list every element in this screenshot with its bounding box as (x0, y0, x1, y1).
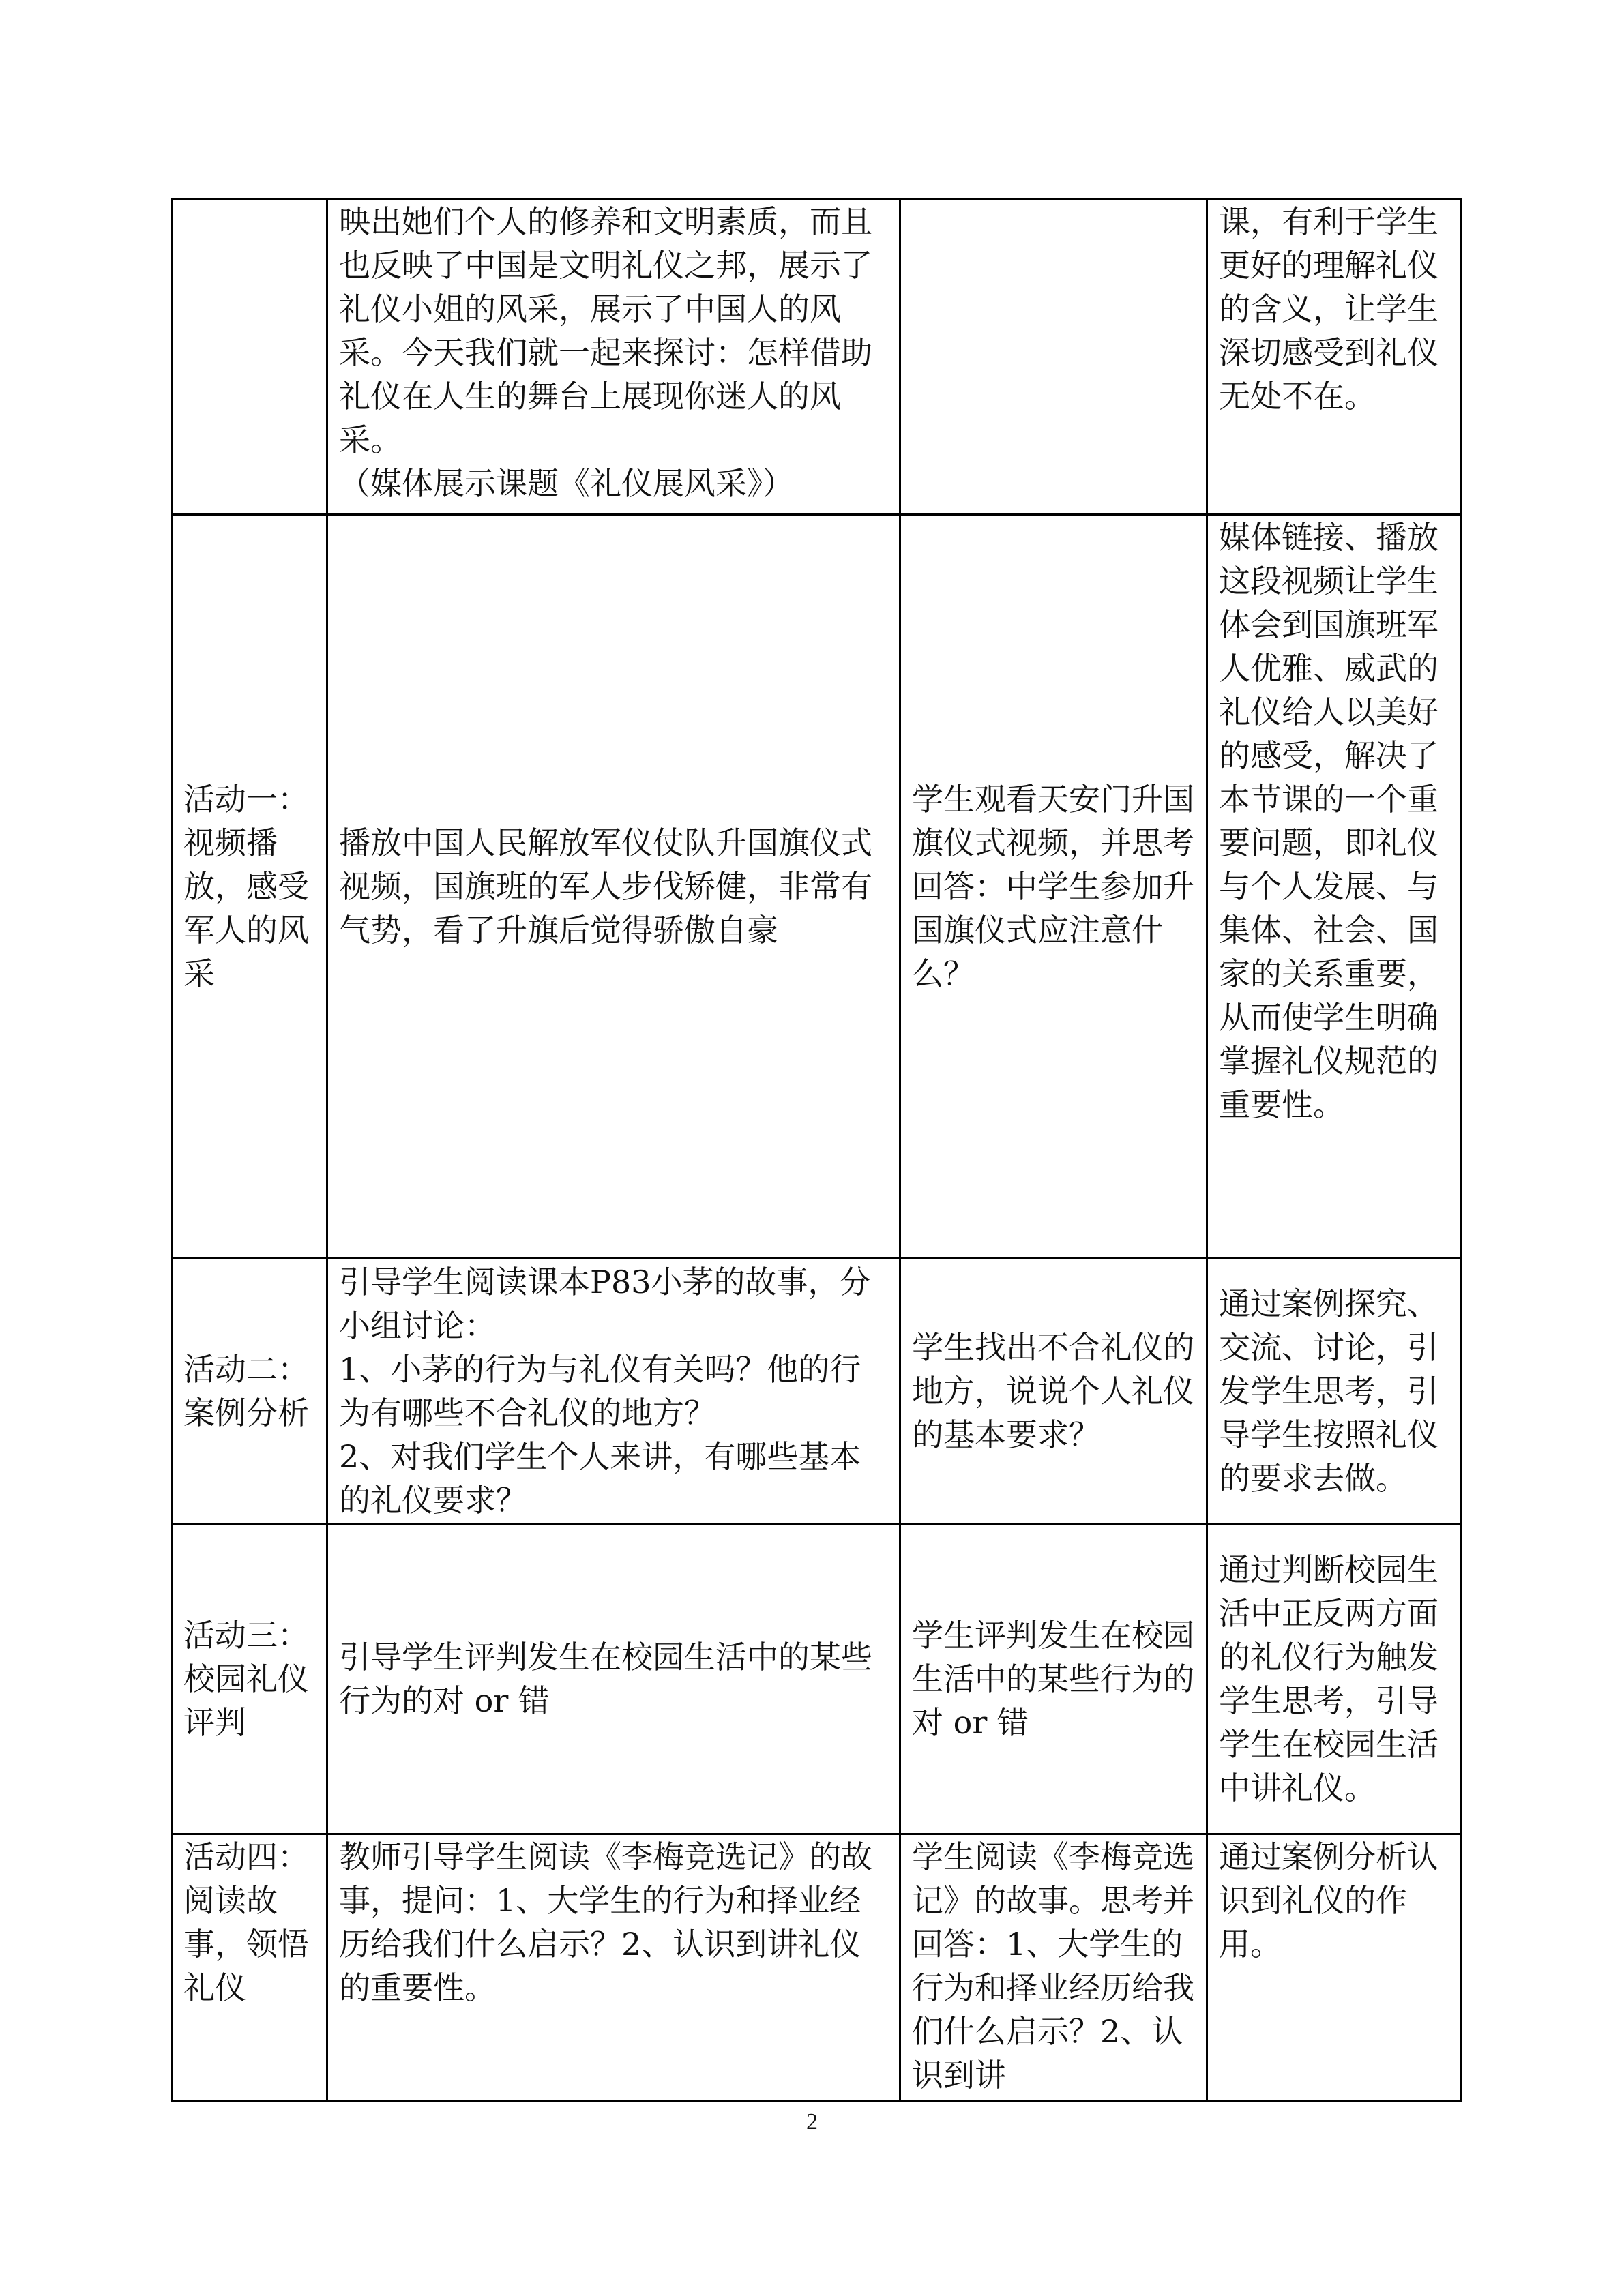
stage-cell (172, 199, 327, 515)
design-intent-cell: 媒体链接、播放这段视频让学生体会到国旗班军人优雅、威武的礼仪给人以美好的感受，解决了本节课的一个重要问题，即礼仪与个人发展、与集体、社会、国家的关系重要，从而使学生明确掌握礼仪规范的重要性。 (1207, 515, 1461, 1258)
table-row (172, 199, 1461, 515)
teacher-activity-cell: 映出她们个人的修养和文明素质，而且也反映了中国是文明礼仪之邦，展示了礼仪小姐的风采，展示了中国人的风采。今天我们就一起来探讨：怎样借助礼仪在人生的舞台上展现你迷人的风采。 （媒体展示课题《礼仪展风采》） (327, 199, 900, 515)
teacher-activity-cell: 播放中国人民解放军仪仗队升国旗仪式视频，国旗班的军人步伐矫健，非常有气势，看了升旗后觉得骄傲自豪 (327, 515, 900, 1258)
design-intent-cell: 通过判断校园生活中正反两方面的礼仪行为触发学生思考，引导学生在校园生活中讲礼仪。 (1207, 1524, 1461, 1834)
teacher-activity-cell: 引导学生阅读课本P83小茅的故事，分小组讨论： 1、小茅的行为与礼仪有关吗？他的行为有哪些不合礼仪的地方？ 2、对我们学生个人来讲，有哪些基本的礼仪要求？ (327, 1258, 900, 1524)
stage-cell: 活动四：阅读故事，领悟礼仪 (172, 1834, 327, 2102)
table-row (172, 1834, 1461, 2102)
stage-cell: 活动一：视频播放，感受军人的风采 (172, 515, 327, 1258)
page-number: 2 (806, 2109, 818, 2134)
student-activity-cell: 学生阅读《李梅竞选记》的故事。思考并回答：1、大学生的行为和择业经历给我们什么启示？2、认识到讲 (900, 1834, 1207, 2102)
student-activity-cell: 学生观看天安门升国旗仪式视频，并思考回答：中学生参加升国旗仪式应注意什么？ (900, 515, 1207, 1258)
stage-cell: 活动二：案例分析 (172, 1258, 327, 1524)
student-activity-cell: 学生评判发生在校园生活中的某些行为的对 or 错 (900, 1524, 1207, 1834)
design-intent-cell: 通过案例分析认识到礼仪的作用。 (1207, 1834, 1461, 2102)
student-activity-cell (900, 199, 1207, 515)
table-row (172, 1524, 1461, 1834)
teacher-activity-cell: 引导学生评判发生在校园生活中的某些行为的对 or 错 (327, 1524, 900, 1834)
table-row (172, 515, 1461, 1258)
lesson-plan-table (171, 198, 1462, 2102)
design-intent-cell: 课，有利于学生更好的理解礼仪的含义，让学生深切感受到礼仪无处不在。 (1207, 199, 1461, 515)
design-intent-cell: 通过案例探究、交流、讨论，引发学生思考，引导学生按照礼仪的要求去做。 (1207, 1258, 1461, 1524)
student-activity-cell: 学生找出不合礼仪的地方，说说个人礼仪的基本要求？ (900, 1258, 1207, 1524)
stage-cell: 活动三：校园礼仪评判 (172, 1524, 327, 1834)
teacher-activity-cell: 教师引导学生阅读《李梅竞选记》的故事，提问：1、大学生的行为和择业经历给我们什么启示？2、认识到讲礼仪的重要性。 (327, 1834, 900, 2102)
table-row (172, 1258, 1461, 1524)
